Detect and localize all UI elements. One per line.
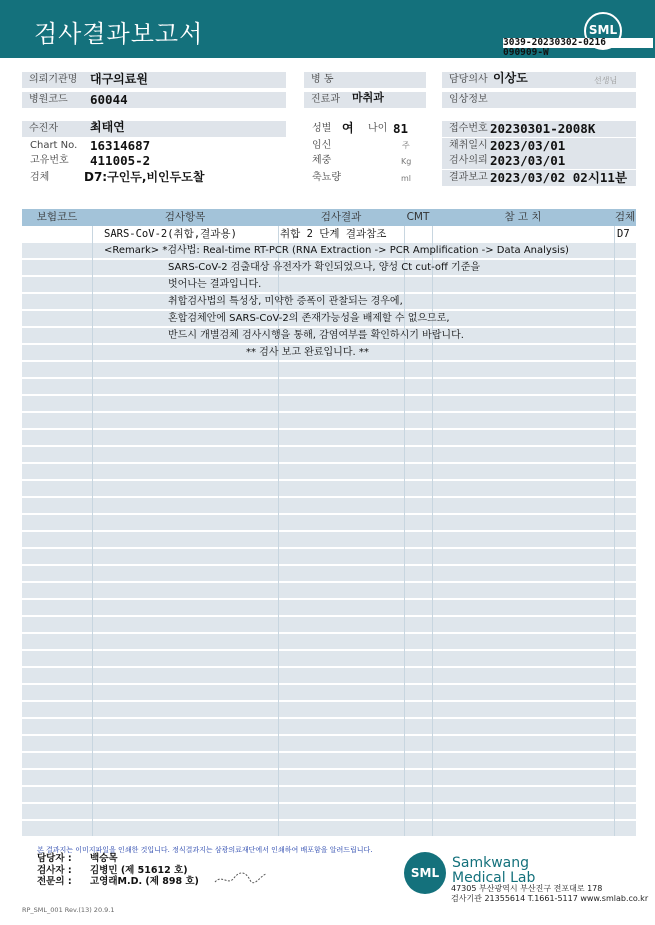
specimen-label: 검체 (30, 172, 50, 183)
unique-no-label: 고유번호 (30, 155, 69, 166)
weight-label: 체중 (312, 155, 332, 166)
doctor-label: 담당의사 (442, 72, 490, 88)
table-row-stripe (22, 583, 636, 598)
column-divider (614, 226, 615, 836)
urine-label: 축뇨량 (312, 172, 341, 183)
report-code (503, 38, 653, 58)
logo-text: SML (588, 23, 618, 37)
column-divider (92, 226, 93, 836)
receipt-label: 접수번호 (442, 121, 636, 137)
lab-name (452, 856, 535, 886)
hospital-code-value: 60044 (90, 92, 128, 107)
table-row-stripe (22, 753, 636, 768)
sex-label: 성별 (312, 123, 332, 134)
test-specimen-value: D7 (617, 228, 630, 240)
lab-name-line-2: Medical Lab (452, 870, 536, 886)
remark-complete: ** 검사 보고 완료입니다. ** (246, 347, 369, 358)
pregnancy-unit: 주 (402, 141, 410, 150)
col-insurance-code: 보험코드 (36, 211, 78, 223)
table-row-stripe (22, 566, 636, 581)
result-table-header (22, 209, 636, 226)
table-row-stripe (22, 277, 636, 292)
report-title: 검사결과보고서 (34, 20, 204, 48)
sml-lab-logo-icon (404, 852, 446, 894)
remark-line: 벗어나는 결과입니다. (168, 279, 262, 290)
table-row-stripe (22, 600, 636, 615)
patient-value: 최태연 (90, 120, 125, 134)
institution-label: 의뢰기관명 (22, 72, 84, 88)
lab-address-line-1: 47305 부산광역시 부산진구 전포대로 178 (451, 884, 603, 893)
reporter-value: 백승목 (90, 853, 118, 864)
doctor-note: 선생님 (594, 76, 618, 85)
table-row-stripe (22, 617, 636, 632)
report-date-label: 결과보고 (442, 170, 636, 186)
receipt-value: 20230301-2008K (490, 121, 596, 136)
table-row-stripe (22, 787, 636, 802)
table-row-stripe (22, 464, 636, 479)
urine-unit: ml (401, 174, 412, 183)
pregnancy-label: 임신 (312, 140, 332, 151)
unique-no-value: 411005-2 (90, 153, 151, 168)
table-row-stripe (22, 634, 636, 649)
sex-value: 여 (342, 121, 354, 135)
table-row-stripe (22, 413, 636, 428)
tester-value: 김병민 (제 51612 호) (90, 865, 188, 876)
col-result: 검사결과 (320, 211, 362, 223)
table-row-stripe (22, 719, 636, 734)
specialist-label: 전문의 : (37, 876, 72, 887)
table-row-stripe (22, 481, 636, 496)
remark-line: <Remark> *검사법: Real-time RT-PCR (RNA Extraction -> PCR Amplification -> Data Analysis) (104, 245, 569, 256)
table-row-stripe (22, 736, 636, 751)
department-label: 진료과 (304, 92, 344, 108)
chart-no-value: 16314687 (90, 138, 151, 153)
table-row-stripe (22, 498, 636, 513)
chart-no-label: Chart No. (30, 140, 78, 151)
table-row-stripe (22, 549, 636, 564)
test-result-value: 취합 2 단계 결과참조 (280, 228, 387, 240)
col-cmt: CMT (406, 211, 430, 223)
collect-label: 채취일시 (442, 138, 636, 154)
age-value: 81 (393, 121, 409, 136)
remark-line: 반드시 개별검체 검사시행을 통해, 감염여부를 확인하시기 바랍니다. (168, 330, 464, 341)
institution-value: 대구의료원 (90, 72, 148, 86)
tester-label: 검사자 : (37, 865, 72, 876)
remark-line: 혼합검체안에 SARS-CoV-2의 존재가능성을 배제할 수 없으므로, (168, 313, 450, 324)
lab-name-line-1: Samkwang (452, 855, 529, 871)
table-row-stripe (22, 362, 636, 377)
table-row-stripe (22, 702, 636, 717)
department-value: 마취과 (352, 91, 384, 104)
test-item-value: SARS-CoV-2(취합,결과용) (104, 228, 237, 240)
lab-address (451, 884, 648, 904)
table-row-stripe (22, 532, 636, 547)
doctor-value: 이상도 (493, 71, 528, 85)
col-specimen: 검체 (614, 211, 636, 223)
clinical-info-label: 임상정보 (442, 92, 636, 108)
hospital-code-label: 병원코드 (22, 92, 84, 108)
specimen-value: D7:구인두,비인두도찰 (84, 170, 205, 184)
report-date-value: 2023/03/02 02시11분 (490, 170, 628, 185)
table-row-stripe (22, 685, 636, 700)
table-row-stripe (22, 668, 636, 683)
table-row-stripe (22, 396, 636, 411)
reporter-label: 담당자 : (37, 853, 72, 864)
report-code-line-2: 090909-W (503, 47, 549, 58)
weight-unit: Kg (401, 157, 412, 166)
specialist-value: 고영래M.D. (제 898 호) (90, 876, 199, 887)
table-row-stripe (22, 447, 636, 462)
table-row-stripe (22, 651, 636, 666)
table-row-stripe (22, 430, 636, 445)
col-test-item: 검사항목 (164, 211, 206, 223)
table-row-stripe (22, 770, 636, 785)
remark-line: 취합검사법의 특성상, 미약한 증폭이 관찰되는 경우에, (168, 296, 403, 307)
signature-icon (212, 866, 268, 888)
lab-logo-text: SML (410, 866, 440, 880)
table-row-stripe (22, 515, 636, 530)
col-reference: 참 고 치 (504, 211, 542, 223)
ward-label: 병 동 (304, 72, 426, 88)
table-row-stripe (22, 821, 636, 836)
age-label: 나이 (368, 123, 388, 134)
remark-line: SARS-CoV-2 검출대상 유전자가 확인되었으나, 양성 Ct cut-off 기준을 (168, 262, 481, 273)
form-code: RP_SML_001 Rev.(13) 20.9.1 (22, 906, 115, 914)
request-label: 검사의뢰 (442, 153, 636, 169)
report-code-line-1: 3039-20230302-0216 (503, 38, 653, 48)
table-row-stripe (22, 804, 636, 819)
disclaimer-text: 본 결과지는 이미지파일을 인쇄한 것입니다. 정식결과지는 삼광의료재단에서 인쇄하여 배포함을 알려드립니다. (37, 846, 373, 854)
request-value: 2023/03/01 (490, 153, 566, 168)
table-row-stripe (22, 379, 636, 394)
lab-address-line-2: 검사기관 21355614 T.1661-5117 www.smlab.co.kr (451, 894, 649, 903)
patient-label: 수진자 (22, 121, 84, 137)
collect-value: 2023/03/01 (490, 138, 566, 153)
